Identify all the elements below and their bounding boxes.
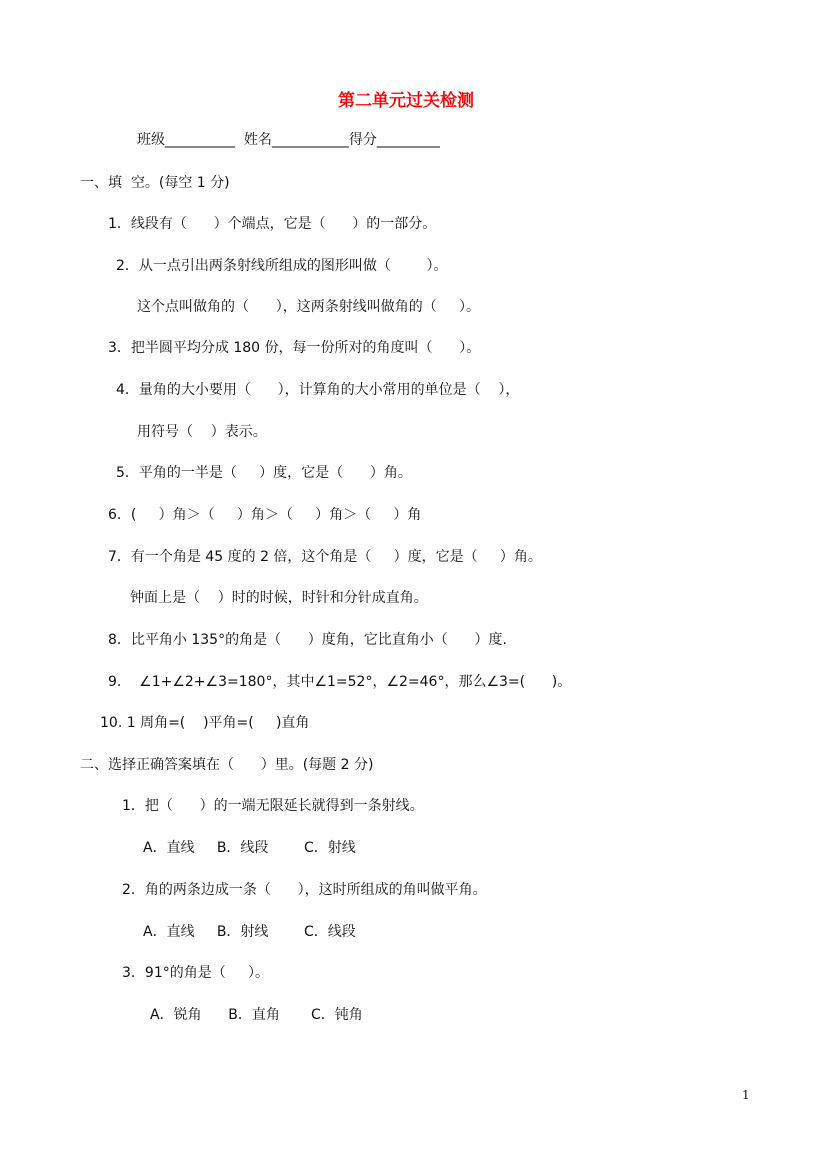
question-1-3: 3．把半圆平均分成 180 份，每一份所对的角度叫（ ）。 [108,340,481,356]
question-1-8: 8．比平角小 135°的角是（ ）度角，它比直角小（ ）度. [108,632,507,648]
question-2-1-options: A．直线 B．线段 C．射线 [143,840,356,856]
page-title: 第二单元过关检测 [338,91,474,111]
question-1-10: 10. 1 周角=( )平角=( )直角 [100,715,310,731]
question-2-2: 2．角的两条边成一条（ ），这时所组成的角叫做平角。 [122,882,487,898]
page-number: 1 [742,1088,750,1102]
section2-heading: 二、选择正确答案填在（ ）里。(每题 2 分) [80,757,374,773]
question-1-9: 9. ∠1+∠2+∠3=180°，其中∠1=52°，∠2=46°，那么∠3=( )。 [108,674,572,690]
question-1-2-cont: 这个点叫做角的（ ），这两条射线叫做角的（ ）。 [137,299,480,315]
question-1-4-cont: 用符号（ ）表示。 [137,424,267,440]
question-2-3: 3．91°的角是（ ）。 [122,965,269,981]
question-1-6: 6．( ）角＞（ ）角＞（ ）角＞（ ）角 [108,507,422,523]
question-1-1: 1．线段有（ ）个端点，它是（ ）的一部分。 [108,216,437,232]
question-1-4: 4．量角的大小要用（ ），计算角的大小常用的单位是（ ）， [116,382,520,398]
question-2-3-options: A．锐角 B．直角 C．钝角 [150,1007,363,1023]
question-1-7-cont: 钟面上是（ ）时的时候，时针和分针成直角。 [130,590,428,606]
student-info-line: 班级__________ 姓名___________得分_________ [137,132,440,148]
question-2-1: 1．把（ ）的一端无限延长就得到一条射线。 [122,798,424,814]
question-2-2-options: A．直线 B．射线 C．线段 [143,924,356,940]
question-1-2: 2．从一点引出两条射线所组成的图形叫做（ ）。 [116,258,448,274]
section1-heading: 一、填 空。(每空 1 分) [80,175,230,191]
question-1-5: 5．平角的一半是（ ）度，它是（ ）角。 [116,465,412,481]
question-1-7: 7．有一个角是 45 度的 2 倍，这个角是（ ）度，它是（ ）角。 [108,549,542,565]
